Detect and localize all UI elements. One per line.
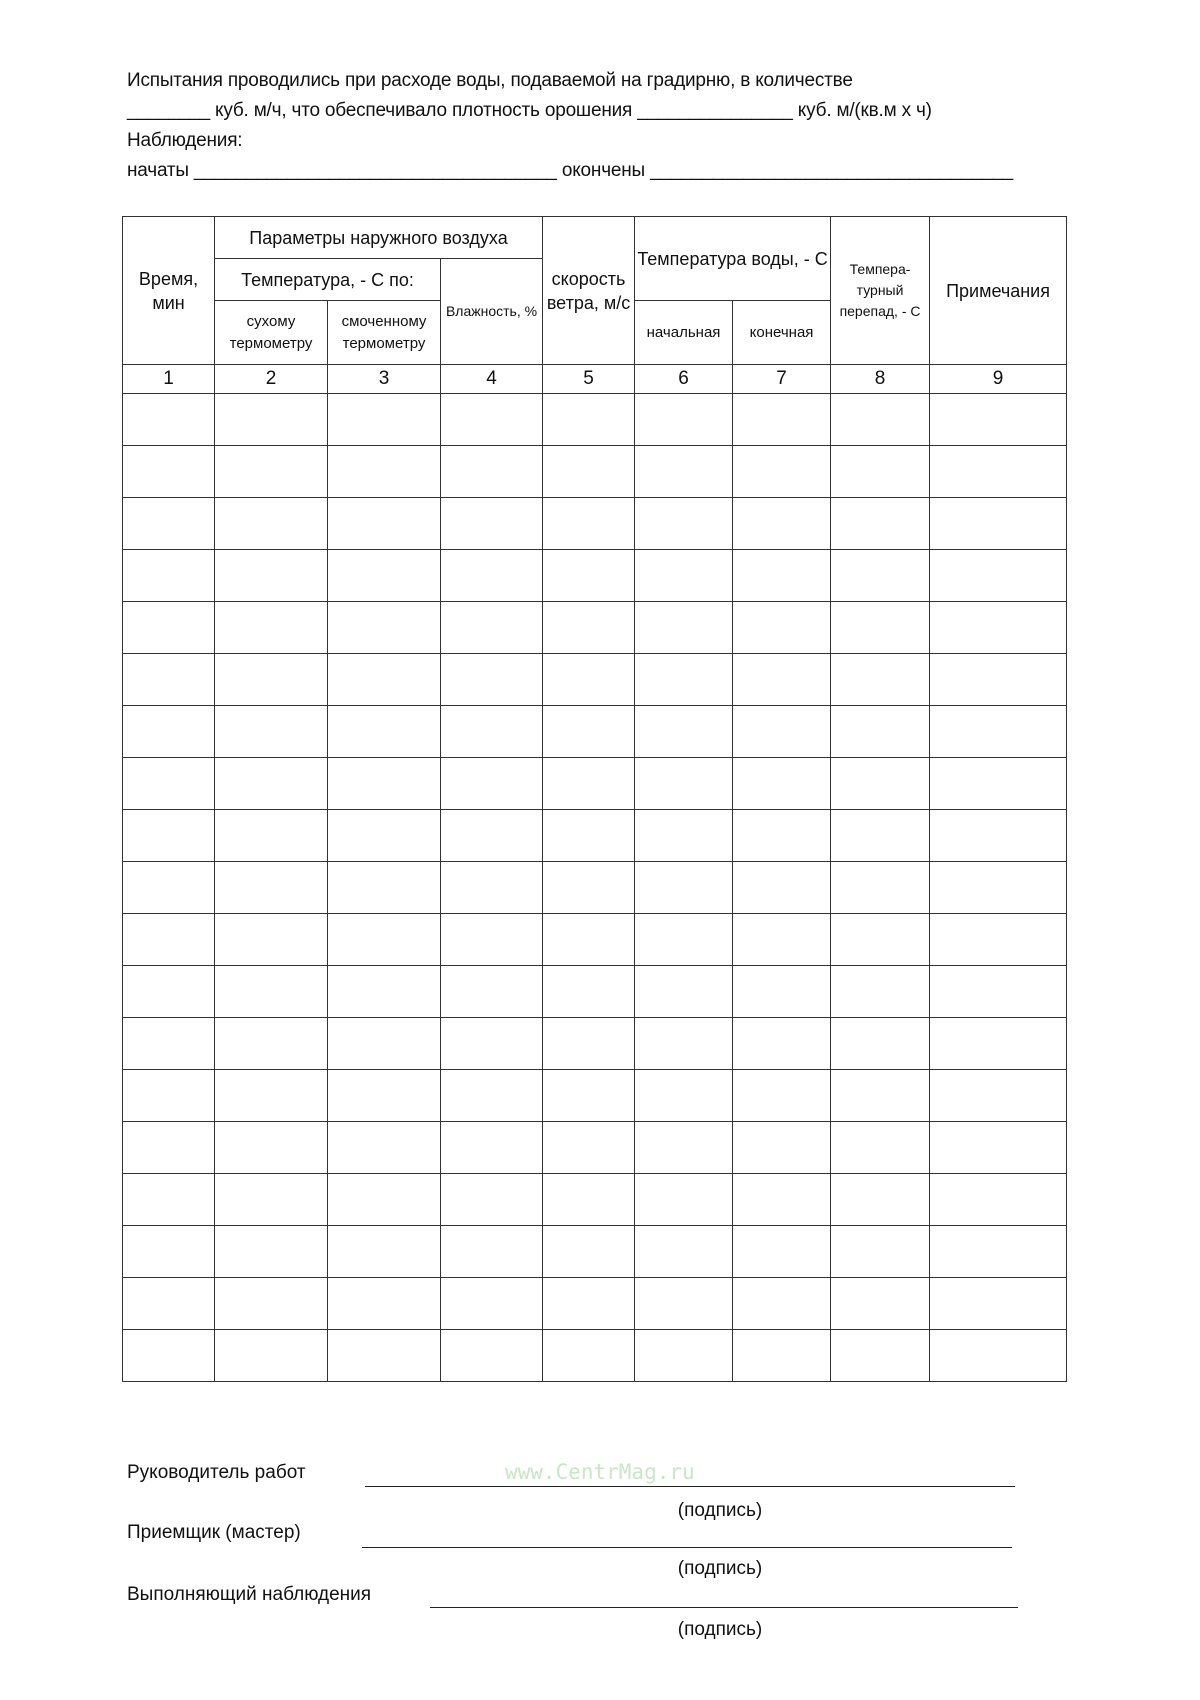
table-row [123,550,1067,602]
table-cell[interactable] [123,1122,215,1174]
table-cell[interactable] [441,914,543,966]
table-cell[interactable] [635,1070,733,1122]
table-cell[interactable] [543,966,635,1018]
table-cell[interactable] [831,1122,930,1174]
table-cell[interactable] [635,602,733,654]
table-cell[interactable] [543,1070,635,1122]
table-cell[interactable] [441,966,543,1018]
table-cell[interactable] [328,1174,441,1226]
table-cell[interactable] [831,1018,930,1070]
table-cell[interactable] [831,602,930,654]
table-cell[interactable] [635,1330,733,1382]
table-cell[interactable] [635,966,733,1018]
table-cell[interactable] [733,1174,831,1226]
table-cell[interactable] [930,1070,1067,1122]
column-number: 4 [441,365,543,394]
table-cell[interactable] [123,498,215,550]
table-cell[interactable] [441,654,543,706]
column-number: 7 [733,365,831,394]
table-cell[interactable] [831,1278,930,1330]
table-cell[interactable] [543,1018,635,1070]
intro-text [127,66,1087,186]
table-cell[interactable] [215,654,328,706]
header-dry-thermometer: сухому термометру [215,301,328,365]
table-cell[interactable] [328,862,441,914]
table-cell[interactable] [930,498,1067,550]
table-cell[interactable] [441,862,543,914]
table-cell[interactable] [441,1018,543,1070]
table-cell[interactable] [733,1278,831,1330]
table-cell[interactable] [328,1018,441,1070]
header-wet-thermometer: смоченному термометру [328,301,441,365]
table-row [123,498,1067,550]
table-cell[interactable] [635,862,733,914]
table-row [123,446,1067,498]
table-cell[interactable] [733,602,831,654]
table-cell[interactable] [635,446,733,498]
table-cell[interactable] [831,914,930,966]
table-cell[interactable] [635,394,733,446]
signature-line-observer[interactable] [430,1607,1018,1608]
table-cell[interactable] [930,1278,1067,1330]
table-row [123,1226,1067,1278]
table-cell[interactable] [543,446,635,498]
table-cell[interactable] [441,602,543,654]
table-cell[interactable] [930,966,1067,1018]
table-row [123,862,1067,914]
table-cell[interactable] [831,1226,930,1278]
table-cell[interactable] [441,1330,543,1382]
table-cell[interactable] [930,914,1067,966]
table-body [123,394,1067,1382]
header-humidity: Влажность, % [441,259,543,365]
table-row [123,1070,1067,1122]
table-row [123,1018,1067,1070]
table-cell[interactable] [635,1174,733,1226]
table-cell[interactable] [123,602,215,654]
table-cell[interactable] [441,706,543,758]
table-cell[interactable] [328,654,441,706]
table-cell[interactable] [123,446,215,498]
table-cell[interactable] [831,862,930,914]
table-cell[interactable] [930,602,1067,654]
table-cell[interactable] [123,1330,215,1382]
table-cell[interactable] [441,394,543,446]
table-cell[interactable] [441,446,543,498]
table-cell[interactable] [328,1330,441,1382]
table-cell[interactable] [123,966,215,1018]
signature-caption-supervisor: (подпись) [677,1500,763,1521]
table-cell[interactable] [930,1018,1067,1070]
column-number: 6 [635,365,733,394]
table-row [123,1122,1067,1174]
table-cell[interactable] [123,394,215,446]
table-cell[interactable] [215,602,328,654]
table-cell[interactable] [635,1226,733,1278]
table-cell[interactable] [328,966,441,1018]
table-cell[interactable] [328,550,441,602]
signature-label-receiver: Приемщик (мастер) [127,1522,301,1543]
column-number: 1 [123,365,215,394]
table-cell[interactable] [733,706,831,758]
table-cell[interactable] [733,914,831,966]
table-cell[interactable] [831,498,930,550]
table-cell[interactable] [215,862,328,914]
table-row [123,394,1067,446]
column-number: 2 [215,365,328,394]
table-cell[interactable] [930,1330,1067,1382]
table-cell[interactable] [328,914,441,966]
table-cell[interactable] [930,1174,1067,1226]
table-cell[interactable] [831,1174,930,1226]
table-cell[interactable] [123,914,215,966]
table-row [123,706,1067,758]
table-cell[interactable] [123,810,215,862]
table-cell[interactable] [215,966,328,1018]
table-cell[interactable] [543,1174,635,1226]
table-cell[interactable] [635,1278,733,1330]
header-final: конечная [733,301,831,365]
column-number: 8 [831,365,930,394]
table-cell[interactable] [543,914,635,966]
table-row [123,914,1067,966]
table-cell[interactable] [733,550,831,602]
signature-line-receiver[interactable] [362,1547,1012,1548]
table-cell[interactable] [215,1070,328,1122]
table-cell[interactable] [123,1226,215,1278]
table-cell[interactable] [123,654,215,706]
table-cell[interactable] [543,654,635,706]
table-cell[interactable] [123,550,215,602]
table-cell[interactable] [930,446,1067,498]
table-cell[interactable] [123,1070,215,1122]
table-cell[interactable] [831,758,930,810]
intro-line-1: Испытания проводились при расходе воды, подаваемой на градирню, в количестве [127,70,853,91]
table-row [123,1278,1067,1330]
table-cell[interactable] [328,1278,441,1330]
observation-table [122,216,1067,1382]
table-cell[interactable] [543,498,635,550]
table-cell[interactable] [441,498,543,550]
table-cell[interactable] [930,394,1067,446]
table-cell[interactable] [215,706,328,758]
table-cell[interactable] [328,1070,441,1122]
table-row [123,1330,1067,1382]
table-cell[interactable] [831,1330,930,1382]
table-cell[interactable] [328,394,441,446]
table-cell[interactable] [215,758,328,810]
table-cell[interactable] [215,1330,328,1382]
table-row [123,810,1067,862]
column-number: 3 [328,365,441,394]
table-cell[interactable] [215,1278,328,1330]
table-cell[interactable] [543,706,635,758]
table-cell[interactable] [930,810,1067,862]
table-cell[interactable] [328,1122,441,1174]
signature-label-supervisor: Руководитель работ [127,1462,306,1483]
signature-caption-receiver: (подпись) [677,1558,763,1579]
column-number: 5 [543,365,635,394]
table-cell[interactable] [930,706,1067,758]
table-cell[interactable] [930,862,1067,914]
table-cell[interactable] [930,654,1067,706]
table-row [123,1174,1067,1226]
table-cell[interactable] [441,1070,543,1122]
table-cell[interactable] [328,758,441,810]
table-cell[interactable] [215,1122,328,1174]
table-cell[interactable] [733,966,831,1018]
table-cell[interactable] [543,1278,635,1330]
table-cell[interactable] [733,1070,831,1122]
table-cell[interactable] [123,862,215,914]
table-cell[interactable] [441,550,543,602]
watermark: www.CentrMag.ru [505,1460,695,1484]
table-cell[interactable] [831,394,930,446]
table-cell[interactable] [543,602,635,654]
table-cell[interactable] [215,498,328,550]
table-cell[interactable] [543,550,635,602]
table-cell[interactable] [930,1122,1067,1174]
table-cell[interactable] [635,810,733,862]
header-temperature-drop: Темпера-турный перепад, - С [831,217,930,365]
table-cell[interactable] [930,1226,1067,1278]
table-cell[interactable] [635,1122,733,1174]
table-cell[interactable] [831,966,930,1018]
table-cell[interactable] [215,914,328,966]
table-cell[interactable] [635,1018,733,1070]
table-cell[interactable] [831,1070,930,1122]
table-cell[interactable] [831,550,930,602]
table-cell[interactable] [441,758,543,810]
table-cell[interactable] [123,1278,215,1330]
intro-line-3: Наблюдения: [127,130,243,151]
table-cell[interactable] [441,1226,543,1278]
table-cell[interactable] [543,394,635,446]
table-cell[interactable] [733,1226,831,1278]
table-cell[interactable] [543,1330,635,1382]
table-cell[interactable] [441,1122,543,1174]
header-initial: начальная [635,301,733,365]
table-cell[interactable] [733,654,831,706]
table-cell[interactable] [328,1226,441,1278]
header-water-temperature: Температура воды, - С [635,217,831,301]
table-cell[interactable] [733,758,831,810]
table-cell[interactable] [733,1018,831,1070]
table-cell[interactable] [733,1330,831,1382]
table-cell[interactable] [635,914,733,966]
table-cell[interactable] [733,446,831,498]
signature-label-observer: Выполняющий наблюдения [127,1584,372,1605]
table-cell[interactable] [215,1018,328,1070]
table-cell[interactable] [215,394,328,446]
table-cell[interactable] [441,1278,543,1330]
table-cell[interactable] [328,498,441,550]
table-row [123,758,1067,810]
table-cell[interactable] [215,810,328,862]
table-cell[interactable] [123,1174,215,1226]
table-cell[interactable] [733,810,831,862]
table-cell[interactable] [733,394,831,446]
table-cell[interactable] [733,498,831,550]
table-cell[interactable] [831,706,930,758]
table-cell[interactable] [215,550,328,602]
table-cell[interactable] [635,758,733,810]
table-cell[interactable] [328,706,441,758]
intro-line-4: начаты ___________________________________ окончены ___________________________________ [127,160,1013,181]
table-cell[interactable] [930,550,1067,602]
column-number: 9 [930,365,1067,394]
table-cell[interactable] [733,1122,831,1174]
table-cell[interactable] [215,446,328,498]
table-cell[interactable] [543,810,635,862]
table-cell[interactable] [543,758,635,810]
table-cell[interactable] [635,654,733,706]
intro-line-2: ________ куб. м/ч, что обеспечивало плотность орошения _______________ куб. м/(кв.м х ч) [127,100,932,121]
header-wind-speed: скорость ветра, м/с [543,217,635,365]
table-cell[interactable] [543,1122,635,1174]
table-cell[interactable] [543,862,635,914]
header-time: Время, мин [123,217,215,365]
table-cell[interactable] [635,706,733,758]
table-cell[interactable] [215,1174,328,1226]
header-temperature: Температура, - С по: [215,259,441,301]
table-cell[interactable] [831,810,930,862]
table-cell[interactable] [123,758,215,810]
table-cell[interactable] [328,602,441,654]
table-row [123,966,1067,1018]
table-cell[interactable] [930,758,1067,810]
table-row [123,602,1067,654]
table-cell[interactable] [328,446,441,498]
table-cell[interactable] [635,550,733,602]
table-row [123,654,1067,706]
table-cell[interactable] [733,862,831,914]
table-cell[interactable] [441,1174,543,1226]
table-cell[interactable] [543,1226,635,1278]
signature-line-supervisor[interactable] [365,1486,1015,1487]
header-notes: Примечания [930,217,1067,365]
table-cell[interactable] [441,810,543,862]
table-cell[interactable] [831,446,930,498]
table-cell[interactable] [635,498,733,550]
signature-caption-observer: (подпись) [677,1619,763,1640]
table-cell[interactable] [831,654,930,706]
table-cell[interactable] [123,706,215,758]
column-numbers-row [123,365,1067,394]
table-cell[interactable] [215,1226,328,1278]
table-cell[interactable] [123,1018,215,1070]
header-air-parameters: Параметры наружного воздуха [215,217,543,259]
table-cell[interactable] [328,810,441,862]
